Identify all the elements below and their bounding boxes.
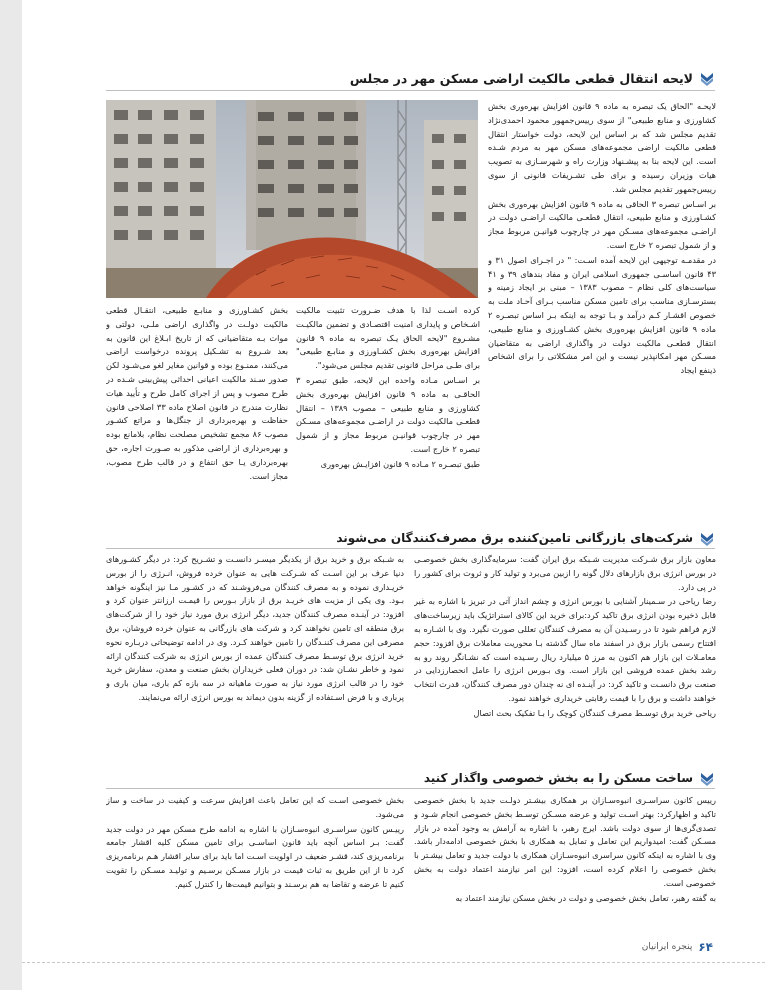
footer-dashed-rule bbox=[22, 962, 765, 963]
apartment-construction-image bbox=[106, 100, 478, 298]
section2-title: شرکت‌های بازرگانی تامین‌کننده برق مصرف‌کنندگان می‌شوند bbox=[336, 531, 693, 545]
chevron-down-icon bbox=[699, 770, 715, 786]
page-footer bbox=[642, 940, 713, 954]
paragraph: به شـبکه برق و خرید برق از یکدیگر میسـر دانسـت و تشـریح کرد: در دیگر کشـورهای دنیا عرف بر این اسـت که شـرکت هایی به عنوان خرده فروش، انـرژی را از بورس خریـداری نموده و به مصرف کنندگان می‌فروشـند که در کشـور مـا نیز اینگونه خواهد بـود. وی یکی از مزیت های خریـد برق از بازار بـورس را قیمـت ارزانتر عنوان کرد و افزود: در آینـده مصرف کنندگان جدید، دیگر انرژی برق مورد نیاز خود را از شرکت‌های برق منطقه ای تامین نخواهند کرد و شرکت های بازرگانی به عنوان خرده فروشان، برق مصرفی این مصرف کننـدگان را تامین خواهند کـرد. وی در ادامه توضیحاتی دربـاره نحوه خرید انرژی برق توسـط مصرف کنندگان عمده از بورس انرژی به شرکت کنندگان ارائه نمود و خاطر نشـان شد: در دوران فعلی خریداران بخش صنعت و معدن، سفارش خرید خود را در قالب انرژی مورد نیاز به صورت ماهیانه در سه بازه کم باری، میان باری و پرباری و با فرض اسـتفاده از گزینه بدون دیماند به بورس انرژی ارائه می‌نمایند. bbox=[106, 554, 404, 702]
paragraph: ریاحی خرید برق توسـط مصرف کنندگان کوچک را بـا تفکیک بحث اتصال bbox=[473, 707, 716, 718]
page-number: ۶۴ bbox=[698, 940, 713, 954]
page-margin-strip bbox=[0, 0, 22, 990]
paragraph: در مقدمـه توجیهی این لایحه آمده اسـت: " در اجـرای اصول ۳۱ و ۴۳ قانون اساسـی جمهوری اسلامی ایران و مفاد بندهای ۳۹ و ۴۱ سیاست‌های کلی نظام – مصوب ۱۳۸۳ – مبنی بر ایجاد زمینه و بسترسـازی مناسب برای تامین مسکن مناسب بـرای آحـاد ملت به خصوص اقشـار کـم درآمد و بـا توجه به اینکه بـر اساس تبصـره ۲ ماده ۹ قانون افزایش بهره‌وری بخش کشـاورزی و منابع طبیعی، انتقال قطعـی مالکیت دولت در واگذاری اراضی به متقاضیان مسـکن مهر امکانپذیر نیست و این امر مشکلاتی را برای اشخاص ذینفع ایجاد bbox=[488, 254, 716, 376]
paragraph: رضا ریاحی در سـمینار آشنایی با بورس انرژی و چشم انداز آتی در تبریز با اشاره به غیر قابل ذخیره بودن انرژی برق تاکید کرد:برای خرید این کالای استراتژیک باید زیرساخت‌های لازم فراهم شود تا در رسـیدن آن به مصرف کنندگان تعللی صورت نگیرد. وی با اشـاره به افتتاح رسمی بازار برق در اسفند ماه سال گذشته بـا محوریت معاملات برق افزود: حجم معامـلات این بازار هم اکنون به مرز ۵ میلیارد ریال رسـیده است که نشـانگر روند رو به رشد بخش عمده فروشی این بازار است. وی بـورس انرژی را عامل انحصارزدایی در صنعت برق دانسـت و تاکید کرد: در آینـده ای نه چندان دور مصرف کنندگان، قدرت انتخاب خواهند داشت و برق را با قیمت رقابتی خریداری خواهند نمود. bbox=[414, 596, 716, 703]
section1-title: لایحه انتقال قطعی مالکیت اراضی مسکن مهر در مجلس bbox=[349, 70, 693, 86]
paragraph: به گفته رهبر، تعامل بخش خصوصی و دولت در بخش مسکن نیازمند اعتماد به bbox=[455, 892, 716, 903]
section3-heading bbox=[424, 770, 715, 786]
paragraph: رییس کانون سراسـری انبوه‌سـازان بر همکاری بیشـتر دولـت جدید با بخش خصوصی تاکید و اظهارکرد: بهتر اسـت تولید و عرضه مسـکن توسـط بخش خصوصی انجام شـود و تصدی‌گری‌ها از سوی دولت باشد. ایرج رهبر، با اشاره به آرامش به وجود آمده در بازار مسـکن گفت: امیدواریم این تعامل و تمایل به همکاری با بخش خصوصی ادامه‌دار باشد. وی با اشاره به اینکه کانون سراسری انبوه‌سـازان همکاری با دولت جدید و تعامل بیشـتر با بخش خصوصی را اعلام کرده است، افزود: این امر نیازمند اعتماد دولت به بخش خصوصی است. bbox=[414, 795, 716, 888]
section2-column-right bbox=[414, 553, 716, 753]
magazine-page bbox=[22, 0, 765, 990]
section1-column-left bbox=[106, 304, 288, 526]
paragraph: معاون بازار برق شـرکت مدیریت شـبکه برق ایران گفت: سرمایه‌گذاری بخش خصوصـی در بورس انرژی برق بازارهای دلال گونه را ازبین می‌برد و تولید کار و ثروت برای کشور را در پی دارد. bbox=[414, 554, 716, 592]
section1-heading bbox=[350, 70, 715, 86]
section2-column-left bbox=[106, 553, 404, 753]
section2-heading bbox=[336, 530, 715, 546]
section3-title: ساخت مسکن را به بخش خصوصی واگذار کنید bbox=[423, 771, 693, 785]
section3-column-left bbox=[106, 794, 404, 924]
chevron-down-icon bbox=[699, 530, 715, 546]
section2-rule bbox=[106, 548, 715, 549]
section3-column-right bbox=[414, 794, 716, 924]
paragraph: لایحـه "الحاق یک تبصره به ماده ۹ قانون افزایش بهره‌وری بخش کشاورزی و منابع طبیعی" از سوی رییس‌جمهور محمود احمدی‌نژاد تقدیم مجلس شد که بر اساس این لایحه، دولت خواستار انتقال قطعی مالکیت اراضی مجموعه‌های مسکن مهر به مردم شـده است. این لایحه بنا به پیشـنهاد وزارت راه و شهرسـازی به تصویب هیات وزیران رسیده و برای طی تشـریفات قانونی از سوی رییس‌جمهور تقدیم مجلس شد. bbox=[488, 101, 716, 194]
paragraph: بر اسـاس تبصره ۳ الحاقی به ماده ۹ قانون افزایش بهره‌وری بخش کشـاورزی و منابع طبیعی، انتقال قطعـی مالکیت اراضـی دولت در اراضـی مجموعه‌های مسـکن مهر در چارچوب قوانیـن مربوط مجاز و از شمول تبصره ۲ خارج است. bbox=[488, 198, 716, 250]
construction-photo bbox=[106, 100, 478, 298]
paragraph: بخش خصوصی اسـت که این تعامل باعث افزایش سرعت و کیفیت در ساخت و ساز می‌شود. bbox=[106, 795, 404, 819]
chevron-down-icon bbox=[699, 70, 715, 86]
section1-column-right bbox=[488, 100, 716, 528]
paragraph: کرده اسـت لذا با هدف ضـرورت تثبیت مالکیت اشـخاص و پایداری امنیت اقتصـادی و تضمین مالکیـت مشـروع "لایحه الحاق یـک تبصره به ماده ۹ قانون افزایش بهره‌وری بخش کشـاورزی و منابـع طبیعی" برای طـی مراحل قانونی تقدیم مجلس می‌شود". bbox=[296, 305, 480, 371]
paragraph: بخش کشـاورزی و منابـع طبیعی، انتقـال قطعی مالکیت دولـت در واگذاری اراضی ملـی، دولتی و موات بـه متقاضیانی که از تاریخ ابـلاغ این قانون به بعد شـروع به تشـکیل پرونده درخواست اراضی می‌کنند، ممنـوع بوده و قوانین مغایر لغو می‌شـود لکن صدور سـند مالکیت اعیانی احداثی پیش‌بینی شـده در طرح مصوب و پس از اجرای کامل طرح و تأیید هیات نظارت مندرج در قانون اصلاح ماده ۳۳ اصلاحی قانون حفاظت و بهره‌برداری از جنگل‌ها و مراتع کشـور مصوب ۸۶ مجمع تشخیص مصلحت نظام، بلامانع بوده و بهره‌برداری از اراضی مذکور به صـورت اجاره، حق بهره‌برداری یـا حق انتفاع و در قالب طرح مصوب، مجاز است. bbox=[106, 305, 288, 481]
paragraph: رییـس کانون سراسـری انبوه‌سـازان با اشاره به ادامه طرح مسکن مهر در دولت جدید گفت: بـر اساس آنچه باید قانون اساسـی برای تامین مسکن کلیه اقشار جامعه برنامه‌ریزی کند، قشـر ضعیف در اولویت اسـت اما باید برای سایر اقشار هـم برنامه‌ریزی کرد تا از این طریق به ثبات قیمت در بازار مسـکن برسـیم و تولیـد مسـکن را تقویت کنیم تا عرضه و تقاضا به هم برسـند و بتوانیم قیمت‌ها را کنترل کنیم. bbox=[106, 823, 404, 889]
section3-rule bbox=[106, 788, 715, 789]
section1-column-middle bbox=[296, 304, 480, 526]
section1-rule bbox=[106, 90, 715, 91]
paragraph: بر اسـاس مـاده واحده این لایحه، طبق تبصره ۳ الحاقـی به ماده ۹ قانون افزایش بهره‌وری بخش کشاورزی و منابع طبیعی – مصوب ۱۳۸۹ – انتقال قطعـی مالکیت دولت در اراضـی مجموعه‌های مسـکن مهر در چارچوب قوانیـن مربوط مجاز و از شمول تبصره ۲ خارج است. bbox=[296, 374, 480, 454]
paragraph: طبق تبصـره ۲ مـاده ۹ قانون افزایـش بهره‌وری bbox=[320, 458, 480, 469]
magazine-name: پنجره ایرانیان bbox=[641, 942, 693, 952]
